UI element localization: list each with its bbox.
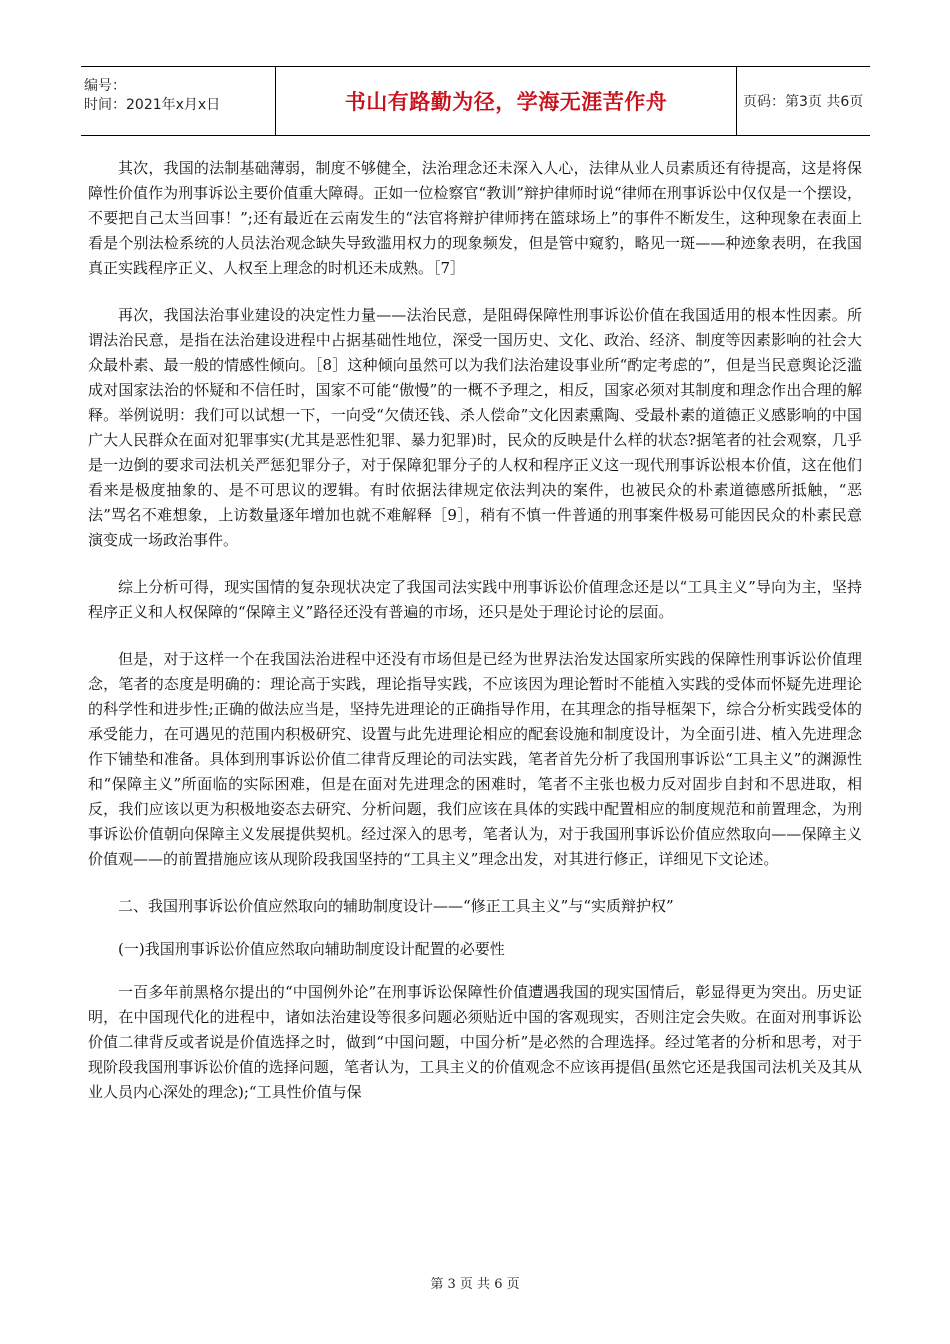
- header-motto: 书山有路勤为径，学海无涯苦作舟: [275, 67, 737, 135]
- paragraph-5: 一百多年前黑格尔提出的“中国例外论”在刑事诉讼保障性价值遭遇我国的现实国情后，彰显得更为突出。历史证明，在中国现代化的进程中，诸如法治建设等很多问题必须贴近中国的客观现实，否则注定会失败。在面对刑事诉讼价值二律背反或者说是价值选择之时，做到“中国问题，中国分析”是必然的合理选择。经过笔者的分析和思考，对于现阶段我国刑事诉讼价值的选择问题，笔者认为，工具主义的价值观念不应该再提倡(虽然它还是我国司法机关及其从业人员内心深处的理念);“工具性价值与保: [88, 983, 862, 1101]
- document-body: [88, 156, 862, 1127]
- page-header: [81, 66, 870, 136]
- paragraph-4: 但是，对于这样一个在我国法治进程中还没有市场但是已经为世界法治发达国家所实践的保障性刑事诉讼价值理念，笔者的态度是明确的：理论高于实践，理论指导实践，不应该因为理论暂时不能植入实践的受体而怀疑先进理论的科学性和进步性;正确的做法应当是，坚持先进理论的正确指导作用，在其理念的指导框架下，综合分析实践受体的承受能力，在可遇见的范围内积极研究、设置与此先进理论相应的配套设施和制度设计，为全面引进、植入先进理念作下铺垫和准备。具体到刑事诉讼价值二律背反理论的司法实践，笔者首先分析了我国刑事诉讼“工具主义”的渊源性和“保障主义”所面临的实际困难，但是在面对先进理念的困难时，笔者不主张也极力反对固步自封和不思进取，相反，我们应该以更为积极地姿态去研究、分析问题，我们应该在具体的实践中配置相应的制度规范和前置理念，为刑事诉讼价值朝向保障主义发展提供契机。经过深入的思考，笔者认为，对于我国刑事诉讼价值应然取向——保障主义价值观——的前置措施应该从现阶段我国坚持的“工具主义”理念出发，对其进行修正，详细见下文论述。: [88, 650, 862, 868]
- page-footer: 第 3 页 共 6 页: [430, 1277, 520, 1292]
- paragraph-2: 再次，我国法治事业建设的决定性力量——法治民意，是阻碍保障性刑事诉讼价值在我国适用的根本性因素。所谓法治民意，是指在法治建设进程中占据基础性地位，深受一国历史、文化、政治、经济、制度等因素影响的社会大众最朴素、最一般的情感性倾向。［8］这种倾向虽然可以为我们法治建设事业所“酌定考虑的”，但是当民意舆论泛滥成对国家法治的怀疑和不信任时，国家不可能“傲慢”的一概不予理之，相反，国家必须对其制度和理念作出合理的解释。举例说明：我们可以试想一下，一向受“欠债还钱、杀人偿命”文化因素熏陶、受最朴素的道德正义感影响的中国广大人民群众在面对犯罪事实(尤其是恶性犯罪、暴力犯罪)时，民众的反映是什么样的状态?据笔者的社会观察，几乎是一边倒的要求司法机关严惩犯罪分子，对于保障犯罪分子的人权和程序正义这一现代刑事诉讼根本价值，这在他们看来是极度抽象的、是不可思议的逻辑。有时依据法律规定依法判决的案件，也被民众的朴素道德感所抵触，“恶法”骂名不难想象，上访数量逐年增加也就不难解释［9］，稍有不慎一件普通的刑事案件极易可能因民众的朴素民意演变成一场政治事件。: [88, 306, 862, 549]
- document-time-label: 时间：2021年x月x日: [84, 97, 221, 113]
- section-heading: 二、我国刑事诉讼价值应然取向的辅助制度设计——“修正工具主义”与“实质辩护权”: [118, 897, 674, 915]
- subsection-heading: (一)我国刑事诉讼价值应然取向辅助制度设计配置的必要性: [118, 940, 505, 958]
- header-meta: [81, 67, 275, 135]
- paragraph-1: 其次，我国的法制基础薄弱，制度不够健全，法治理念还未深入人心，法律从业人员素质还有待提高，这是将保障性价值作为刑事诉讼主要价值重大障碍。正如一位检察官“教训”辩护律师时说“律师在刑事诉讼中仅仅是一个摆设，不要把自己太当回事！”;还有最近在云南发生的“法官将辩护律师拷在篮球场上”的事件不断发生，这种现象在表面上看是个别法检系统的人员法治观念缺失导致滥用权力的现象频发，但是管中窥豹，略见一斑——种迹象表明，在我国真正实践程序正义、人权至上理念的时机还未成熟。［7］: [88, 159, 862, 277]
- document-number-label: 编号：: [84, 78, 126, 94]
- header-page-number: 页码：第3页 共6页: [743, 94, 864, 110]
- paragraph-3: 综上分析可得，现实国情的复杂现状决定了我国司法实践中刑事诉讼价值理念还是以“工具主义”导向为主，坚持程序正义和人权保障的“保障主义”路径还没有普遍的市场，还只是处于理论讨论的层面。: [88, 578, 862, 621]
